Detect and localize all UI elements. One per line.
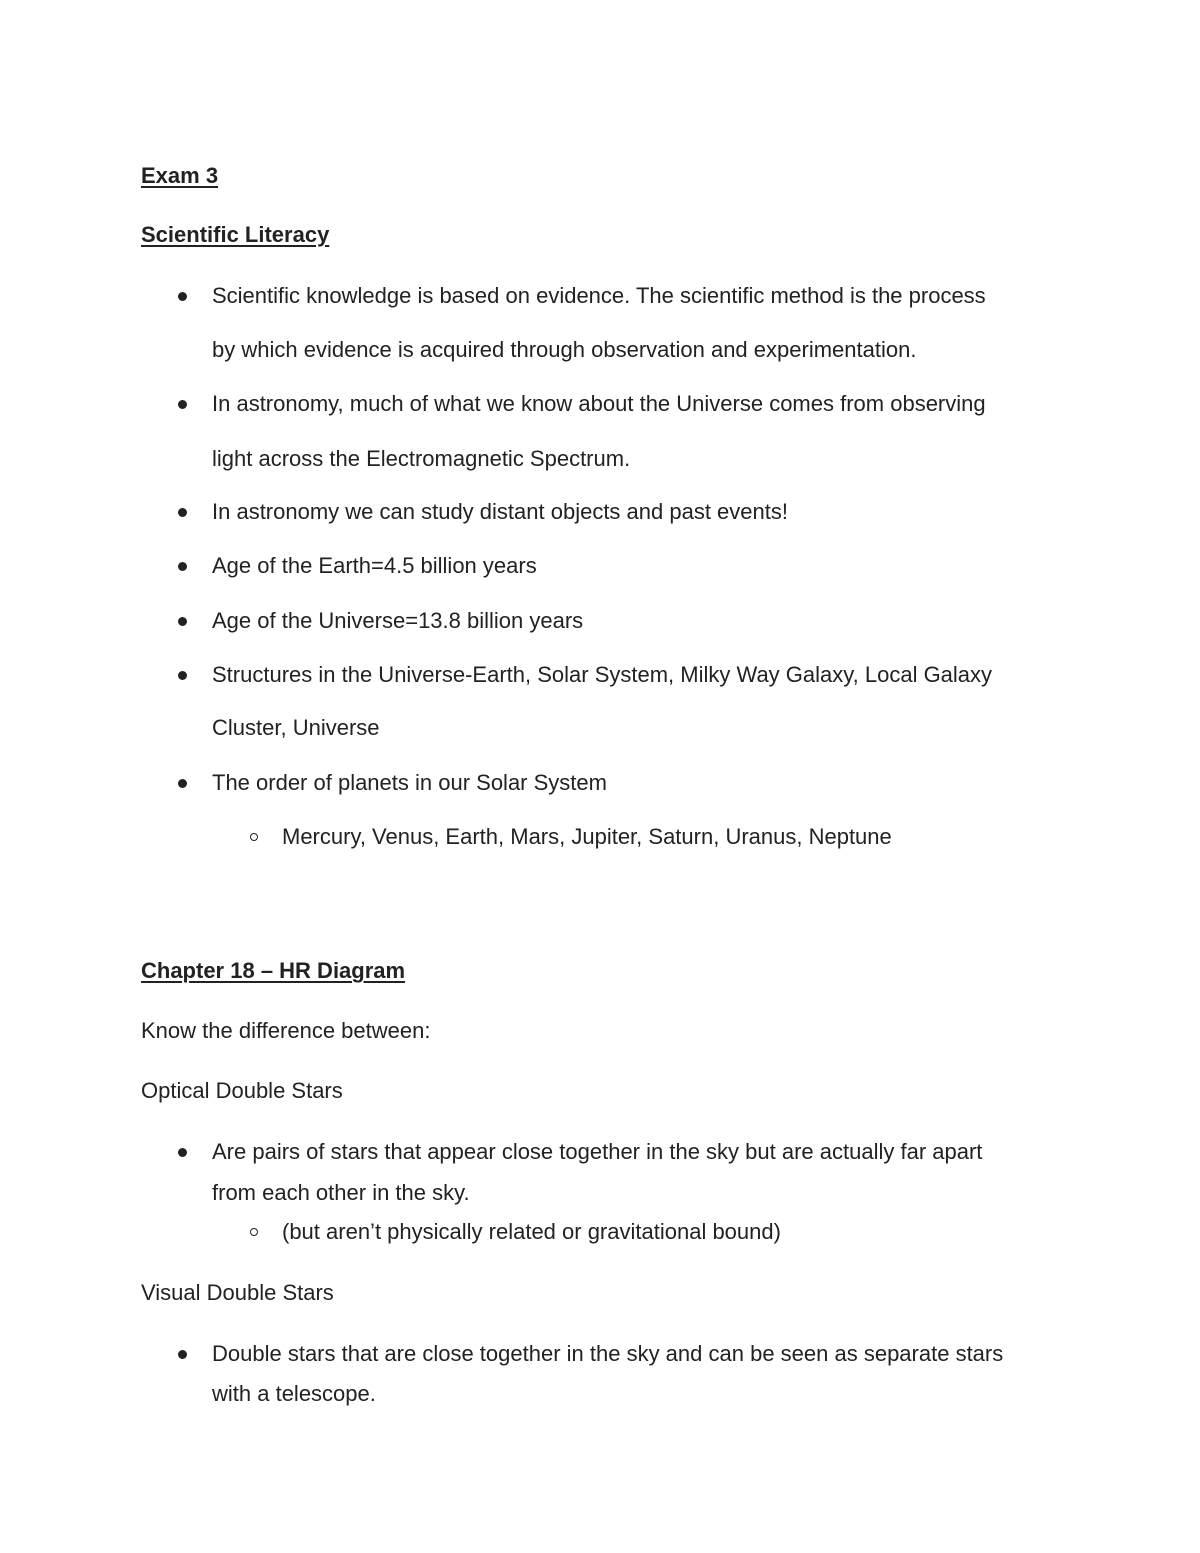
bullet-circle-icon — [250, 833, 258, 841]
list-item-line: by which evidence is acquired through observation and experimentation. — [212, 337, 917, 362]
list-item-line: The order of planets in our Solar System — [212, 770, 607, 795]
list-item-line: In astronomy we can study distant objects and past events! — [212, 499, 788, 524]
list-item-line: Double stars that are close together in the sky and can be seen as separate stars — [212, 1341, 1004, 1366]
list-item-line: light across the Electromagnetic Spectrum. — [212, 446, 631, 471]
list-item-line: In astronomy, much of what we know about the Universe comes from observing — [212, 391, 986, 416]
sub-list-item: Mercury, Venus, Earth, Mars, Jupiter, Saturn, Uranus, Neptune — [282, 824, 892, 849]
bullet-dot-icon — [178, 292, 187, 301]
list-item-line: from each other in the sky. — [212, 1180, 470, 1205]
subheading-optical-double-stars: Optical Double Stars — [141, 1078, 343, 1103]
subheading-visual-double-stars: Visual Double Stars — [141, 1280, 334, 1305]
bullet-dot-icon — [178, 617, 187, 626]
bullet-dot-icon — [178, 671, 187, 680]
list-item-line: with a telescope. — [212, 1381, 376, 1406]
section-heading-scientific-literacy: Scientific Literacy — [141, 222, 330, 247]
bullet-dot-icon — [178, 562, 187, 571]
bullet-dot-icon — [178, 400, 187, 409]
list-item-line: Age of the Universe=13.8 billion years — [212, 608, 584, 633]
list-item-line: Scientific knowledge is based on evidence. The scientific method is the process — [212, 283, 986, 308]
list-item-line: Are pairs of stars that appear close together in the sky but are actually far apart — [212, 1139, 983, 1164]
sub-list-item: (but aren’t physically related or gravitational bound) — [282, 1219, 781, 1244]
bullet-circle-icon — [250, 1228, 258, 1236]
bullet-dot-icon — [178, 508, 187, 517]
list-item-line: Cluster, Universe — [212, 715, 380, 740]
list-item-line: Structures in the Universe-Earth, Solar System, Milky Way Galaxy, Local Galaxy — [212, 662, 993, 687]
exam-title: Exam 3 — [141, 163, 219, 188]
bullet-dot-icon — [178, 1350, 187, 1359]
list-item-line: Age of the Earth=4.5 billion years — [212, 553, 537, 578]
bullet-dot-icon — [178, 779, 187, 788]
section-heading-chapter-18: Chapter 18 – HR Diagram — [141, 958, 406, 983]
bullet-dot-icon — [178, 1148, 187, 1157]
intro-text: Know the difference between: — [141, 1018, 431, 1043]
